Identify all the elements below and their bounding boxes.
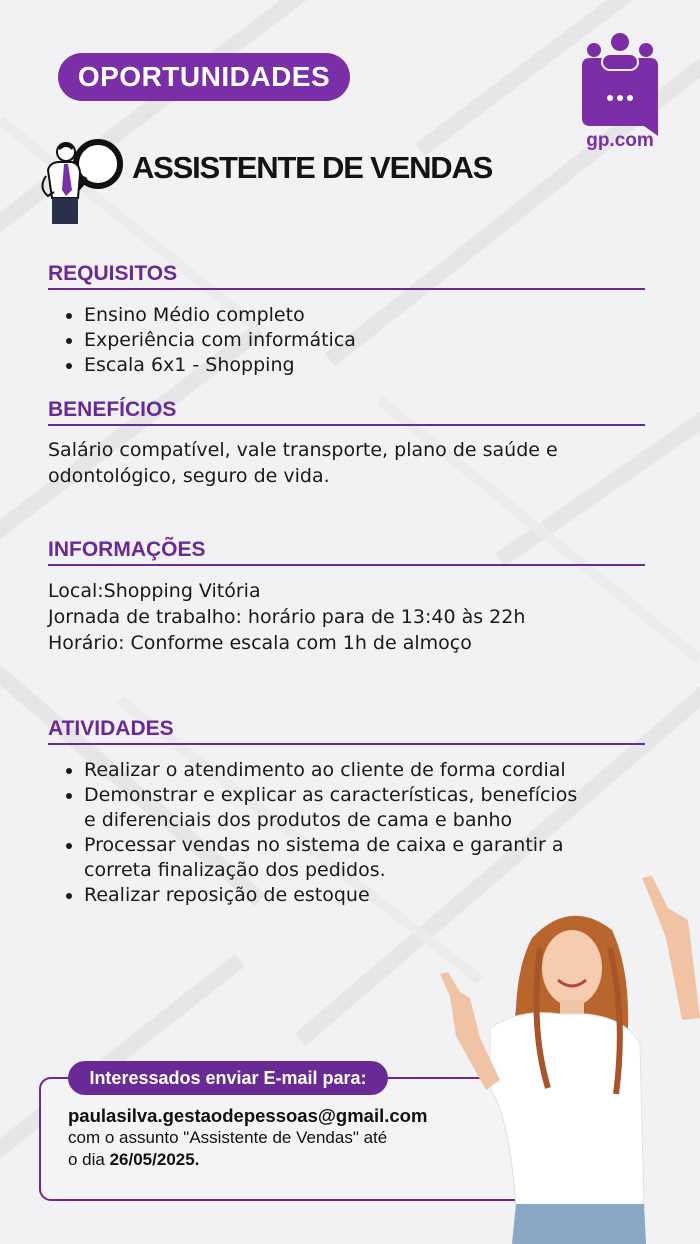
- list-item: • Realizar reposição de estoque: [84, 883, 577, 908]
- location-line: Local:Shopping Vitória: [48, 580, 261, 602]
- list-item: • Realizar o atendimento ao cliente de forma cordial: [84, 758, 577, 783]
- contact-email[interactable]: paulasilva.gestaodepessoas@gmail.com: [68, 1105, 428, 1126]
- requirements-heading: REQUISITOS: [48, 262, 645, 290]
- list-item: • Demonstrar e explicar as características, benefícios e diferenciais dos produtos de cama e banho: [84, 783, 577, 833]
- info-heading: INFORMAÇÕES: [48, 538, 645, 566]
- list-item: • Processar vendas no sistema de caixa e garantir a correta finalização dos pedidos.: [84, 833, 577, 883]
- contact-label: Interessados enviar E-mail para:: [68, 1061, 388, 1095]
- woman-pointing-photo: [420, 868, 700, 1244]
- recruiter-magnifier-icon: [38, 136, 130, 226]
- contact-text: [68, 1105, 427, 1171]
- benefits-heading: BENEFÍCIOS: [48, 398, 645, 426]
- info-text: [48, 578, 525, 656]
- schedule-line: Jornada de trabalho: horário para de 13:40 às 22h: [48, 606, 526, 628]
- opportunities-badge: OPORTUNIDADES: [58, 53, 350, 101]
- deadline-date: 26/05/2025.: [109, 1150, 200, 1169]
- requirements-list: [48, 303, 356, 378]
- benefits-text: Salário compatível, vale transporte, plano de saúde e odontológico, seguro de vida.: [48, 439, 558, 487]
- contact-subject: com o assunto "Assistente de Vendas" até: [68, 1128, 388, 1147]
- activities-heading: ATIVIDADES: [48, 717, 645, 745]
- contact-deadline-line: o dia 26/05/2025.: [68, 1150, 200, 1169]
- list-item: • Ensino Médio completo: [84, 303, 356, 328]
- list-item: • Escala 6x1 - Shopping: [84, 353, 356, 378]
- logo-text: gp.com: [586, 130, 654, 151]
- hours-line: Horário: Conforme escala com 1h de almoço: [48, 632, 472, 654]
- list-item: • Experiência com informática: [84, 328, 356, 353]
- job-title: ASSISTENTE DE VENDAS: [132, 150, 493, 185]
